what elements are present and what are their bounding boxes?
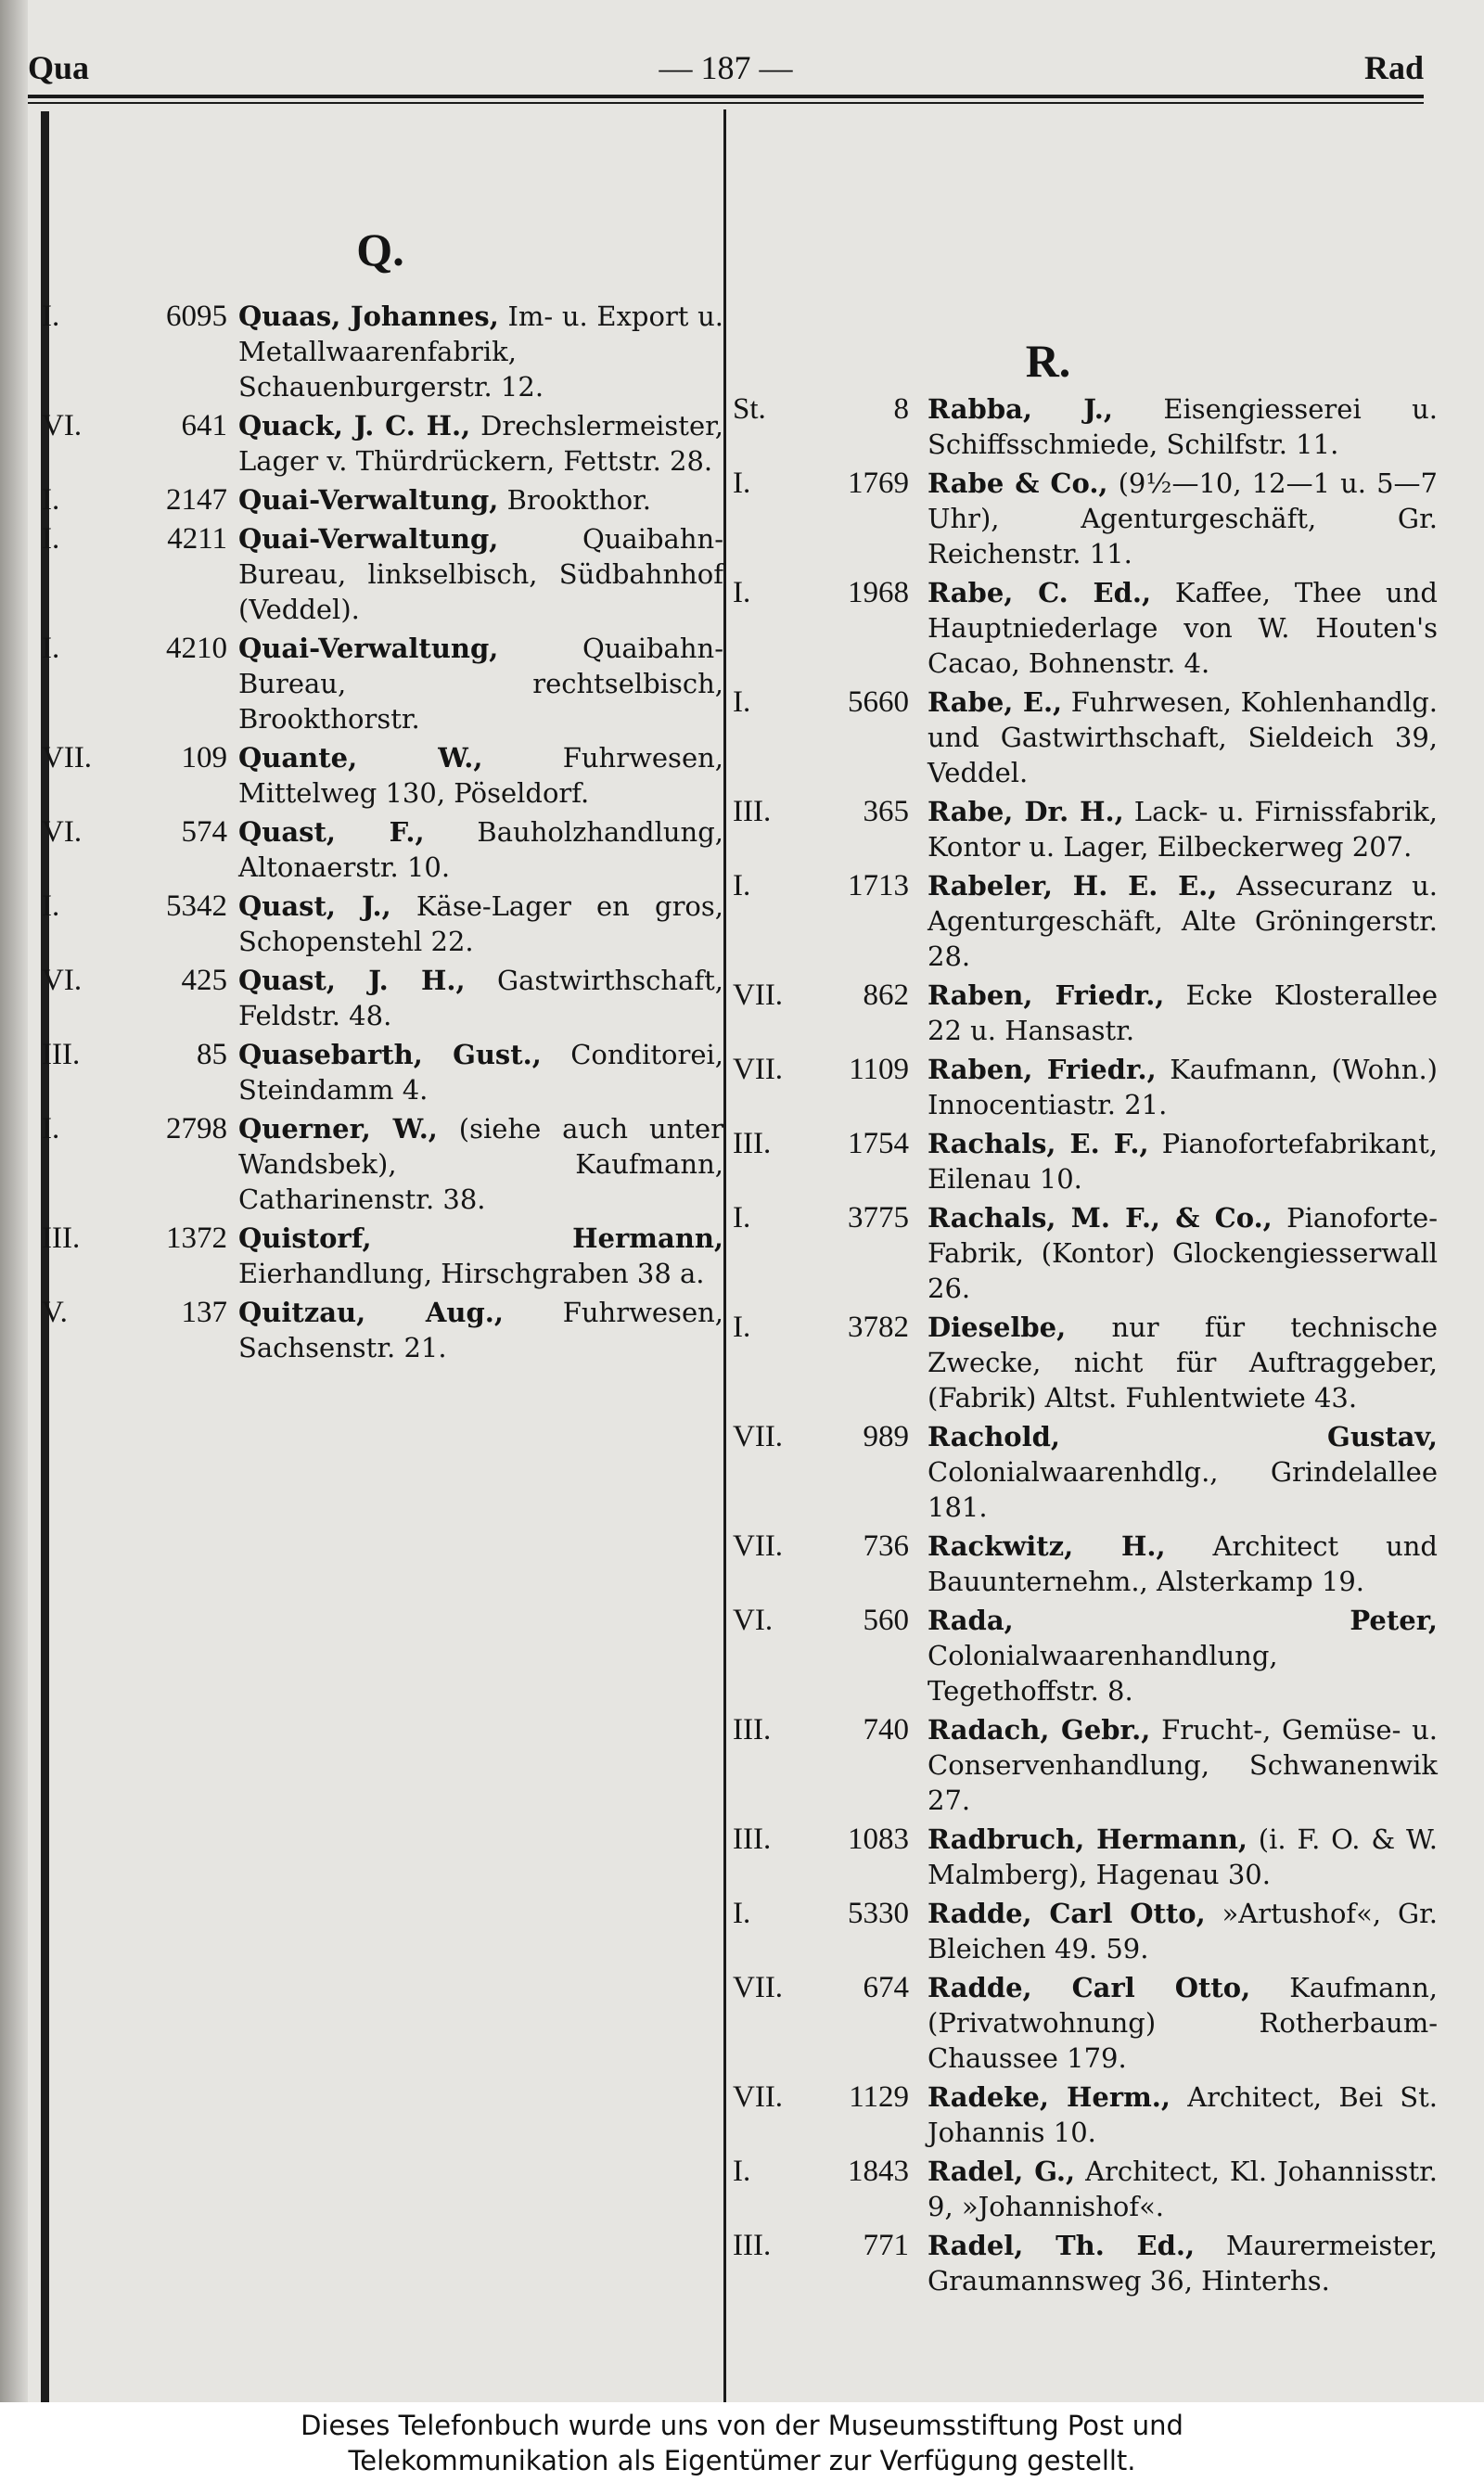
subscriber-name: Rabe, Dr. H., — [928, 796, 1124, 827]
subscriber-details: Lack- u. Firnissfabrik, Kontor u. Lager, Eilbeckerweg 207. — [928, 796, 1438, 863]
subscriber-number: 1372 — [166, 1222, 227, 1255]
entry-text — [928, 868, 1438, 974]
left-column — [42, 299, 723, 1369]
directory-entry — [42, 814, 723, 885]
subscriber-number: 3782 — [848, 1311, 909, 1344]
exchange-district: III. — [733, 1127, 772, 1160]
directory-entry — [733, 1529, 1438, 1599]
exchange-district: VII. — [733, 1053, 784, 1086]
exchange-district: I. — [733, 576, 751, 609]
entry-text — [928, 1970, 1438, 2076]
header-right: Rad — [1363, 49, 1424, 86]
subscriber-number: 365 — [863, 795, 909, 828]
directory-entry — [733, 1310, 1438, 1415]
directory-entry — [42, 740, 723, 811]
entry-text — [238, 1295, 723, 1365]
subscriber-number: 771 — [863, 2229, 909, 2262]
directory-entry — [733, 1200, 1438, 1306]
subscriber-name: Rabe & Co., — [928, 467, 1108, 499]
subscriber-name: Quast, F., — [238, 816, 425, 848]
subscriber-details: Architect und Bauunternehm., Alsterkamp 19. — [928, 1530, 1438, 1597]
subscriber-name: Quast, J., — [238, 890, 391, 922]
entry-text — [238, 631, 723, 736]
subscriber-details: (9½—10, 12—1 u. 5—7 Uhr), Agenturgeschäft, Gr. Reichenstr. 11. — [928, 467, 1439, 569]
exchange-district: III. — [733, 1713, 772, 1746]
subscriber-name: Rachals, E. F., — [928, 1128, 1149, 1159]
entry-text — [928, 1310, 1438, 1415]
entry-text — [238, 1111, 723, 1217]
subscriber-name: Radel, Th. Ed., — [928, 2230, 1196, 2261]
exchange-district: VI. — [42, 964, 83, 997]
subscriber-details: Brookthor. — [498, 484, 651, 516]
subscriber-name: Radel, G., — [928, 2156, 1076, 2187]
entry-text — [928, 1822, 1438, 1892]
exchange-district: VII. — [733, 2080, 784, 2114]
entry-text — [928, 978, 1438, 1048]
exchange-district: I. — [733, 1201, 751, 1235]
subscriber-name: Quai-Verwaltung, — [238, 523, 499, 555]
subscriber-details: Assecuranz u. Agenturgeschäft, Alte Gröningerstr. 28. — [928, 870, 1438, 972]
exchange-district: III. — [733, 2229, 772, 2262]
subscriber-number: 862 — [863, 979, 909, 1012]
subscriber-details: Conditorei, Steindamm 4. — [238, 1039, 723, 1106]
subscriber-number: 5342 — [166, 889, 227, 923]
right-column — [733, 391, 1438, 2302]
page-edge-shadow — [0, 0, 28, 2402]
exchange-district: VI. — [42, 409, 83, 442]
header-left: Qua — [28, 49, 90, 86]
exchange-district: VI. — [733, 1604, 774, 1637]
exchange-district: I. — [42, 1112, 60, 1145]
subscriber-number: 989 — [863, 1420, 909, 1453]
footer-line-2: Telekommunikation als Eigentümer zur Verfügung gestellt. — [348, 2445, 1136, 2476]
subscriber-number: 1713 — [848, 869, 909, 902]
subscriber-number: 1109 — [849, 1053, 909, 1086]
directory-entry — [733, 466, 1438, 571]
entry-text — [928, 2154, 1438, 2224]
header-rule-thin — [28, 102, 1424, 104]
exchange-district: I. — [733, 1897, 751, 1930]
subscriber-number: 5330 — [848, 1897, 909, 1930]
directory-entry — [733, 1419, 1438, 1525]
subscriber-number: 1129 — [849, 2080, 909, 2114]
entry-text — [928, 1603, 1438, 1708]
subscriber-name: Rabe, C. Ed., — [928, 577, 1152, 608]
exchange-district: I. — [733, 467, 751, 500]
subscriber-name: Quai-Verwaltung, — [238, 633, 499, 664]
entry-text — [238, 408, 723, 479]
directory-entry — [42, 482, 723, 518]
entry-text — [238, 889, 723, 959]
entry-text — [928, 575, 1438, 681]
directory-entry — [733, 684, 1438, 790]
entry-text — [238, 1221, 723, 1291]
entry-text — [928, 1896, 1438, 1966]
subscriber-number: 736 — [863, 1529, 909, 1563]
page-number: — 187 — — [659, 49, 793, 86]
exchange-district: VI. — [42, 815, 83, 849]
subscriber-number: 1083 — [848, 1823, 909, 1856]
entry-text — [238, 521, 723, 627]
exchange-district: I. — [42, 522, 60, 556]
subscriber-name: Quante, W., — [238, 742, 483, 774]
subscriber-details: Colonialwaarenhandlung, Tegethoffstr. 8. — [928, 1640, 1278, 1707]
subscriber-number: 1843 — [848, 2155, 909, 2188]
entry-text — [238, 482, 723, 518]
directory-entry — [733, 1052, 1438, 1122]
exchange-district: I. — [733, 1311, 751, 1344]
entry-text — [238, 1037, 723, 1107]
subscriber-number: 425 — [181, 964, 227, 997]
directory-entry — [733, 1712, 1438, 1818]
subscriber-number: 137 — [181, 1296, 227, 1329]
directory-entry — [42, 1295, 723, 1365]
entry-text — [928, 1052, 1438, 1122]
subscriber-name: Querner, W., — [238, 1113, 438, 1145]
subscriber-name: Radde, Carl Otto, — [928, 1972, 1251, 2003]
subscriber-details: Bauholzhandlung, Altonaerstr. 10. — [238, 816, 724, 883]
subscriber-details: (i. F. O. & W. Malmberg), Hagenau 30. — [928, 1823, 1438, 1890]
section-heading-r: R. — [1025, 335, 1071, 387]
subscriber-details: Ecke Klosterallee 22 u. Hansastr. — [928, 979, 1438, 1046]
subscriber-details: Quaibahn-Bureau, rechtselbisch, Brookthorstr. — [238, 633, 723, 735]
exchange-district: I. — [42, 889, 60, 923]
subscriber-details: Pianofortefabrikant, Eilenau 10. — [928, 1128, 1438, 1195]
subscriber-name: Dieselbe, — [928, 1311, 1067, 1343]
directory-entry — [733, 2228, 1438, 2298]
exchange-district: I. — [42, 483, 60, 517]
subscriber-name: Rabe, E., — [928, 686, 1063, 718]
subscriber-details: Im- u. Export u. Metallwaarenfabrik, Schauenburgerstr. 12. — [238, 301, 723, 403]
exchange-district: I. — [42, 632, 60, 665]
directory-entry — [733, 575, 1438, 681]
subscriber-name: Raben, Friedr., — [928, 979, 1165, 1011]
directory-entry — [42, 889, 723, 959]
subscriber-details: Fuhrwesen, Kohlenhandlg. und Gastwirthschaft, Sieldeich 39, Veddel. — [928, 686, 1438, 788]
subscriber-details: (siehe auch unter Wandsbek), Kaufmann, Catharinenstr. 38. — [238, 1113, 724, 1215]
directory-entry — [42, 631, 723, 736]
page-header — [28, 48, 1424, 95]
subscriber-number: 2798 — [166, 1112, 227, 1145]
subscriber-details: Kaffee, Thee und Hauptniederlage von W. Houten's Cacao, Bohnenstr. 4. — [928, 577, 1438, 679]
subscriber-number: 4210 — [166, 632, 227, 665]
subscriber-name: Quai-Verwaltung, — [238, 484, 499, 516]
subscriber-number: 5660 — [848, 685, 909, 719]
subscriber-details: Fuhrwesen, Mittelweg 130, Pöseldorf. — [238, 742, 723, 809]
subscriber-details: Käse-Lager en gros, Schopenstehl 22. — [238, 890, 723, 957]
directory-entry — [42, 521, 723, 627]
subscriber-details: Architect, Bei St. Johannis 10. — [928, 2081, 1439, 2148]
entry-text — [238, 814, 723, 885]
entry-text — [928, 466, 1438, 571]
directory-entry — [42, 1111, 723, 1217]
column-divider — [723, 109, 726, 2402]
exchange-district: III. — [42, 1038, 81, 1071]
exchange-district: III. — [733, 795, 772, 828]
exchange-district: I. — [733, 2155, 751, 2188]
exchange-district: III. — [42, 1222, 81, 1255]
exchange-district: V. — [42, 1296, 68, 1329]
directory-entry — [42, 299, 723, 404]
subscriber-number: 3775 — [848, 1201, 909, 1235]
subscriber-number: 109 — [181, 741, 227, 774]
subscriber-number: 574 — [181, 815, 227, 849]
entry-text — [238, 740, 723, 811]
subscriber-number: 85 — [197, 1038, 227, 1071]
subscriber-name: Rada, Peter, — [928, 1605, 1438, 1636]
subscriber-details: Architect, Kl. Johannisstr. 9, »Johannishof«. — [928, 2156, 1438, 2222]
subscriber-name: Quitzau, Aug., — [238, 1297, 504, 1328]
directory-entry — [733, 1603, 1438, 1708]
subscriber-name: Radeke, Herm., — [928, 2081, 1171, 2113]
directory-entry — [42, 1037, 723, 1107]
subscriber-number: 740 — [863, 1713, 909, 1746]
subscriber-name: Rachold, Gustav, — [928, 1421, 1438, 1452]
subscriber-number: 1754 — [848, 1127, 909, 1160]
exchange-district: III. — [733, 1823, 772, 1856]
exchange-district: VII. — [733, 1529, 784, 1563]
directory-entry — [733, 2079, 1438, 2150]
subscriber-name: Quistorf, Hermann, — [238, 1222, 723, 1254]
subscriber-details: Gastwirthschaft, Feldstr. 48. — [238, 965, 723, 1031]
exchange-district: I. — [42, 300, 60, 333]
subscriber-details: Kaufmann, (Privatwohnung) Rotherbaum-Chaussee 179. — [928, 1972, 1438, 2074]
directory-entry — [42, 408, 723, 479]
subscriber-details: Drechslermeister, Lager v. Thürdrückern, Fettstr. 28. — [238, 410, 724, 477]
header-rule — [28, 95, 1424, 98]
subscriber-details: Colonialwaarenhdlg., Grindelallee 181. — [928, 1456, 1438, 1523]
directory-entry — [42, 1221, 723, 1291]
directory-entry — [733, 391, 1438, 462]
subscriber-name: Raben, Friedr., — [928, 1054, 1157, 1085]
directory-entry — [733, 794, 1438, 864]
subscriber-details: Pianoforte-Fabrik, (Kontor) Glockengiesserwall 26. — [928, 1202, 1438, 1304]
subscriber-name: Radach, Gebr., — [928, 1714, 1151, 1746]
exchange-district: VII. — [733, 979, 784, 1012]
subscriber-name: Rabba, J., — [928, 393, 1113, 425]
directory-entry — [733, 1126, 1438, 1196]
subscriber-name: Rackwitz, H., — [928, 1530, 1166, 1562]
entry-text — [928, 391, 1438, 462]
entry-text — [928, 1126, 1438, 1196]
subscriber-details: »Artushof«, Gr. Bleichen 49. 59. — [928, 1898, 1439, 1964]
directory-entry — [733, 1896, 1438, 1966]
entry-text — [928, 794, 1438, 864]
subscriber-number: 560 — [863, 1604, 909, 1637]
subscriber-name: Rachals, M. F., & Co., — [928, 1202, 1273, 1234]
entry-text — [928, 1419, 1438, 1525]
section-heading-q: Q. — [356, 224, 404, 275]
directory-entry — [733, 868, 1438, 974]
subscriber-number: 4211 — [167, 522, 227, 556]
exchange-district: VII. — [733, 1420, 784, 1453]
subscriber-details: Eisengiesserei u. Schiffsschmiede, Schilfstr. 11. — [928, 393, 1438, 460]
subscriber-name: Quasebarth, Gust., — [238, 1039, 542, 1070]
subscriber-details: Maurermeister, Graumannsweg 36, Hinterhs. — [928, 2230, 1438, 2296]
subscriber-details: Quaibahn-Bureau, linkselbisch, Südbahnhof (Veddel). — [238, 523, 723, 625]
exchange-district: VII. — [42, 741, 93, 774]
entry-text — [238, 299, 723, 404]
subscriber-name: Quast, J. H., — [238, 965, 466, 996]
footer-line-1: Dieses Telefonbuch wurde uns von der Museumsstiftung Post und — [301, 2410, 1183, 2441]
entry-text — [928, 2079, 1438, 2150]
entry-text — [928, 2228, 1438, 2298]
exchange-district: St. — [733, 392, 766, 426]
subscriber-name: Quack, J. C. H., — [238, 410, 471, 441]
entry-text — [928, 684, 1438, 790]
exchange-district: I. — [733, 685, 751, 719]
subscriber-number: 674 — [863, 1971, 909, 2004]
subscriber-details: Frucht-, Gemüse- u. Conservenhandlung, Schwanenwik 27. — [928, 1714, 1438, 1816]
subscriber-number: 6095 — [166, 300, 227, 333]
subscriber-number: 1769 — [848, 467, 909, 500]
subscriber-number: 641 — [181, 409, 227, 442]
subscriber-number: 2147 — [166, 483, 227, 517]
directory-entry — [42, 963, 723, 1033]
directory-entry — [733, 1970, 1438, 2076]
directory-entry — [733, 978, 1438, 1048]
entry-text — [928, 1529, 1438, 1599]
subscriber-details: Eierhandlung, Hirschgraben 38 a. — [238, 1258, 705, 1289]
subscriber-details: Fuhrwesen, Sachsenstr. 21. — [238, 1297, 723, 1363]
subscriber-name: Quaas, Johannes, — [238, 301, 499, 332]
entry-text — [928, 1712, 1438, 1818]
subscriber-number: 1968 — [848, 576, 909, 609]
directory-entry — [733, 1822, 1438, 1892]
subscriber-details: nur für technische Zwecke, nicht für Auftraggeber, (Fabrik) Altst. Fuhlentwiete 43. — [928, 1311, 1438, 1414]
page-footer — [0, 2402, 1484, 2482]
directory-entry — [733, 2154, 1438, 2224]
subscriber-name: Radde, Carl Otto, — [928, 1898, 1206, 1929]
exchange-district: I. — [733, 869, 751, 902]
subscriber-number: 8 — [893, 392, 909, 426]
exchange-district: VII. — [733, 1971, 784, 2004]
subscriber-name: Rabeler, H. E. E., — [928, 870, 1218, 902]
entry-text — [928, 1200, 1438, 1306]
entry-text — [238, 963, 723, 1033]
subscriber-name: Radbruch, Hermann, — [928, 1823, 1247, 1855]
subscriber-details: Kaufmann, (Wohn.) Innocentiastr. 21. — [928, 1054, 1438, 1120]
